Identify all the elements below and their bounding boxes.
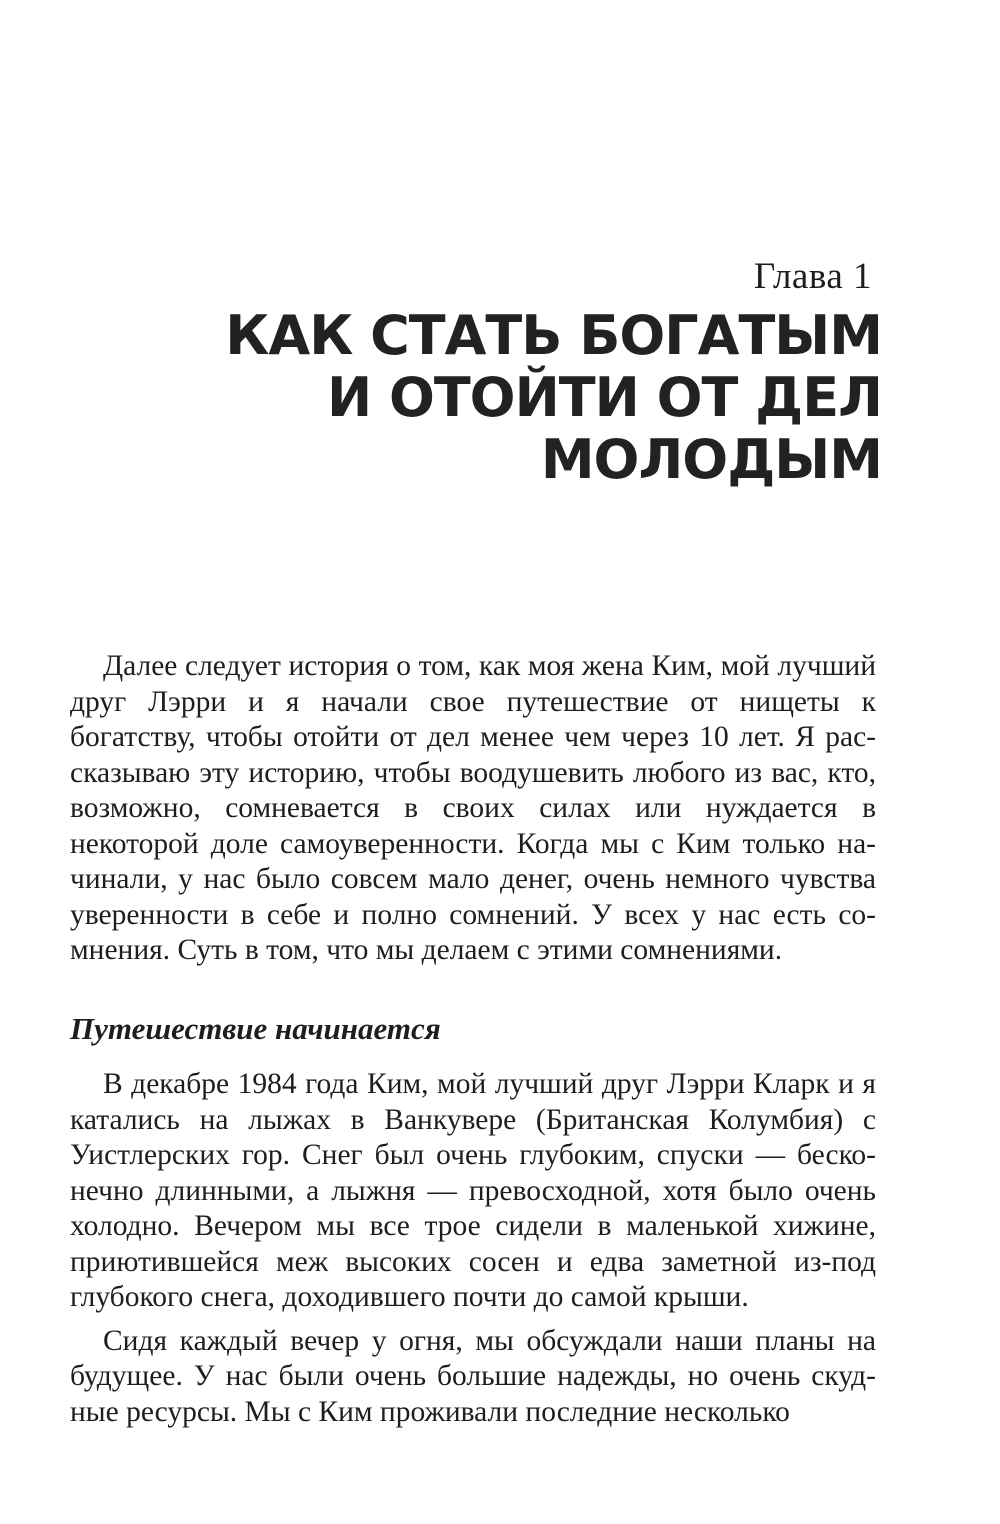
chapter-title-line: МОЛОДЫМ (540, 428, 882, 491)
section-body (70, 1067, 876, 1430)
chapter-label: Глава 1 (753, 256, 872, 297)
body-paragraph: Сидя каждый вечер у огня, мы обсуждали наши планы на будущее. У нас были очень большие надежды, но очень скудные ресурсы. Мы с Ким проживали последние несколько (70, 1324, 876, 1428)
intro-text (70, 649, 876, 969)
body-paragraph: В декабре 1984 года Ким, мой лучший друг Лэрри Кларк и я катались на лыжах в Ванкувере (Британская Колумбия) с Уистлерских гор. Снег был очень глубоким, спуски — бесконечно длинными, а лыжня — превосходной, хотя было очень холодно. Вечером мы все трое сидели в маленькой хижине, приютившейся меж высоких сосен и едва заметной из-под глубокого снега, доходившего почти до самой крыши. (70, 1068, 876, 1313)
chapter-title-line: КАК СТАТЬ БОГАТЫМ (225, 304, 882, 367)
intro-paragraph: Далее следует история о том, как моя жена Ким, мой лучший друг Лэрри и я начали свое путешествие от нищеты к богатству, чтобы отойти от дел менее чем через 10 лет. Я рассказываю эту историю, чтобы воодушевить любого из вас, кто, возможно, сомневается в своих силах или нуждается в некоторой доле самоуверенности. Когда мы с Ким только начинали, у нас было совсем мало денег, очень немного чувства уверенности в себе и полно сомнений. У всех у нас есть сомнения. Суть в том, что мы делаем с этими сомнениями. (70, 650, 876, 966)
chapter-title (225, 305, 882, 491)
section-heading: Путешествие начинается (70, 1011, 441, 1046)
chapter-title-line: И ОТОЙТИ ОТ ДЕЛ (326, 366, 882, 429)
